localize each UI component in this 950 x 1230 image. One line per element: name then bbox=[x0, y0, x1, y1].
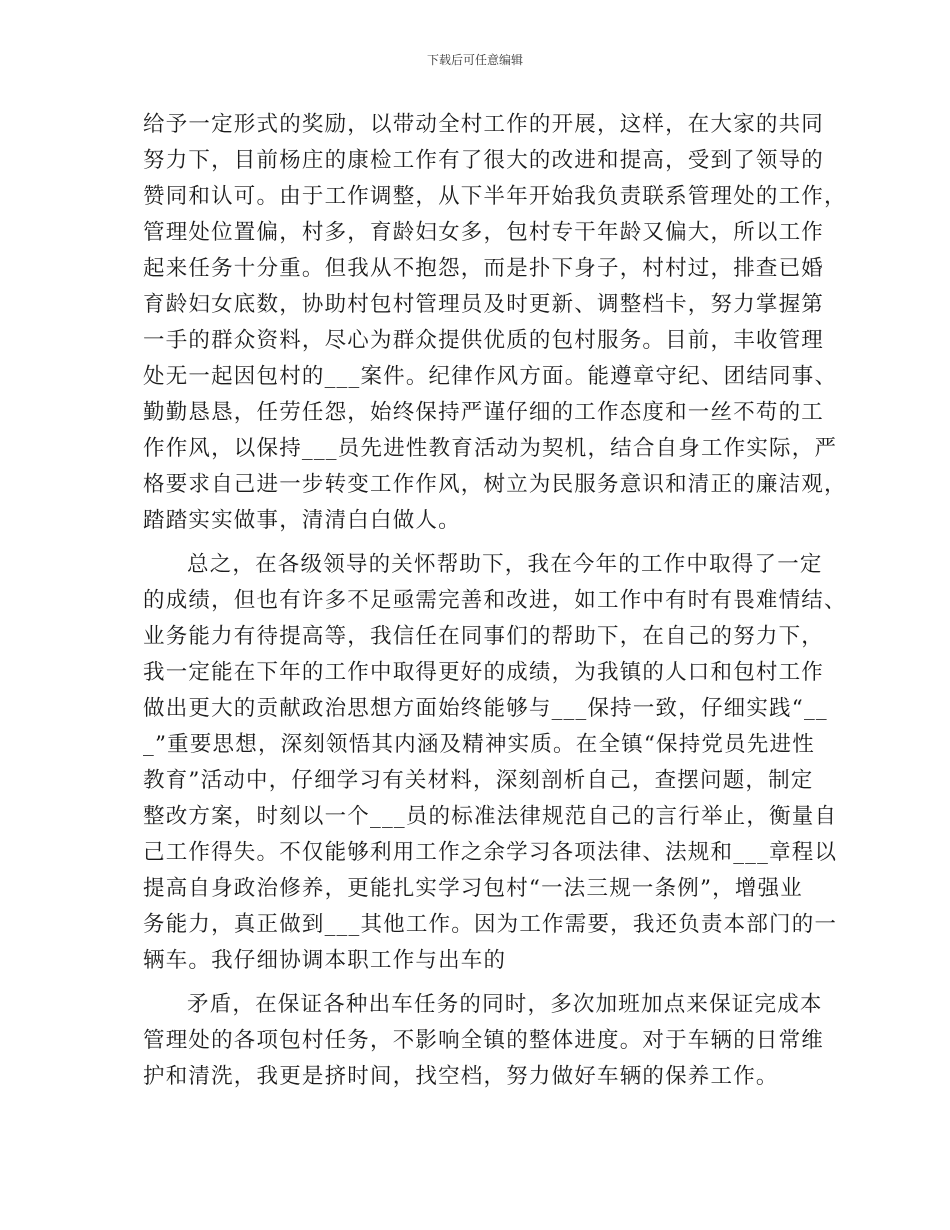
text-line: 处无一起因包村的___案件。纪律作风方面。能遵章守纪、团结同事、 bbox=[143, 364, 838, 389]
text-line: 辆车。我仔细协调本职工作与出车的 bbox=[143, 948, 507, 973]
text-line: 踏踏实实做事，清清白白做人。 bbox=[143, 508, 461, 533]
text-line: 总之，在各级领导的关怀帮助下，我在今年的工作中取得了一定 bbox=[187, 552, 823, 577]
text-line: 起来任务十分重。但我从不抱怨，而是扑下身子，村村过，排查已婚 bbox=[143, 256, 825, 281]
text-line: 管理处的各项包村任务，不影响全镇的整体进度。对于车辆的日常维 bbox=[143, 1028, 825, 1053]
text-line: 赞同和认可。由于工作调整，从下半年开始我负责联系管理处的工作， bbox=[143, 184, 847, 209]
text-line: 做出更大的贡献政治思想方面始终能够与___保持一致，仔细实践“__ bbox=[143, 696, 828, 721]
text-line: 管理处位置偏，村多，育龄妇女多，包村专干年龄又偏大，所以工作 bbox=[143, 220, 825, 245]
text-line: 务能力，真正做到___其他工作。因为工作需要，我还负责本部门的一 bbox=[143, 912, 838, 937]
text-line: 勤勤恳恳，任劳任怨，始终保持严谨仔细的工作态度和一丝不苟的工 bbox=[143, 400, 825, 425]
text-line: 教育”活动中，仔细学习有关材料，深刻剖析自己，查摆问题，制定 bbox=[143, 768, 814, 793]
text-line: 己工作得失。不仅能够利用工作之余学习各项法律、法规和___章程以 bbox=[143, 840, 838, 865]
text-line: 的成绩，但也有许多不足亟需完善和改进，如工作中有时有畏难情结、 bbox=[143, 588, 847, 613]
text-line: 格要求自己进一步转变工作作风，树立为民服务意识和清正的廉洁观， bbox=[143, 472, 847, 497]
text-line: _”重要思想，深刻领悟其内涵及精神实质。在全镇“保持党员先进性 bbox=[143, 732, 815, 757]
text-line: 矛盾，在保证各种出车任务的同时，多次加班加点来保证完成本 bbox=[187, 992, 823, 1017]
text-line: 一手的群众资料，尽心为群众提供优质的包村服务。目前，丰收管理 bbox=[143, 328, 825, 353]
text-line: 给予一定形式的奖励，以带动全村工作的开展，这样，在大家的共同 bbox=[143, 112, 825, 137]
text-line: 提高自身政治修养，更能扎实学习包村“一法三规一条例”，增强业 bbox=[143, 876, 803, 901]
page-header: 下载后可任意编辑 bbox=[426, 53, 523, 67]
text-line: 育龄妇女底数，协助村包村管理员及时更新、调整档卡，努力掌握第 bbox=[143, 292, 825, 317]
text-line: 整改方案，时刻以一个___员的标准法律规范自己的言行举止，衡量自 bbox=[143, 804, 838, 829]
text-line: 作作风，以保持___员先进性教育活动为契机，结合自身工作实际，严 bbox=[143, 436, 838, 461]
text-line: 护和清洗，我更是挤时间，找空档，努力做好车辆的保养工作。 bbox=[143, 1064, 779, 1089]
text-line: 业务能力有待提高等，我信任在同事们的帮助下，在自己的努力下， bbox=[143, 624, 825, 649]
text-line: 我一定能在下年的工作中取得更好的成绩，为我镇的人口和包村工作 bbox=[143, 660, 825, 685]
text-line: 努力下，目前杨庄的康检工作有了很大的改进和提高，受到了领导的 bbox=[143, 148, 825, 173]
